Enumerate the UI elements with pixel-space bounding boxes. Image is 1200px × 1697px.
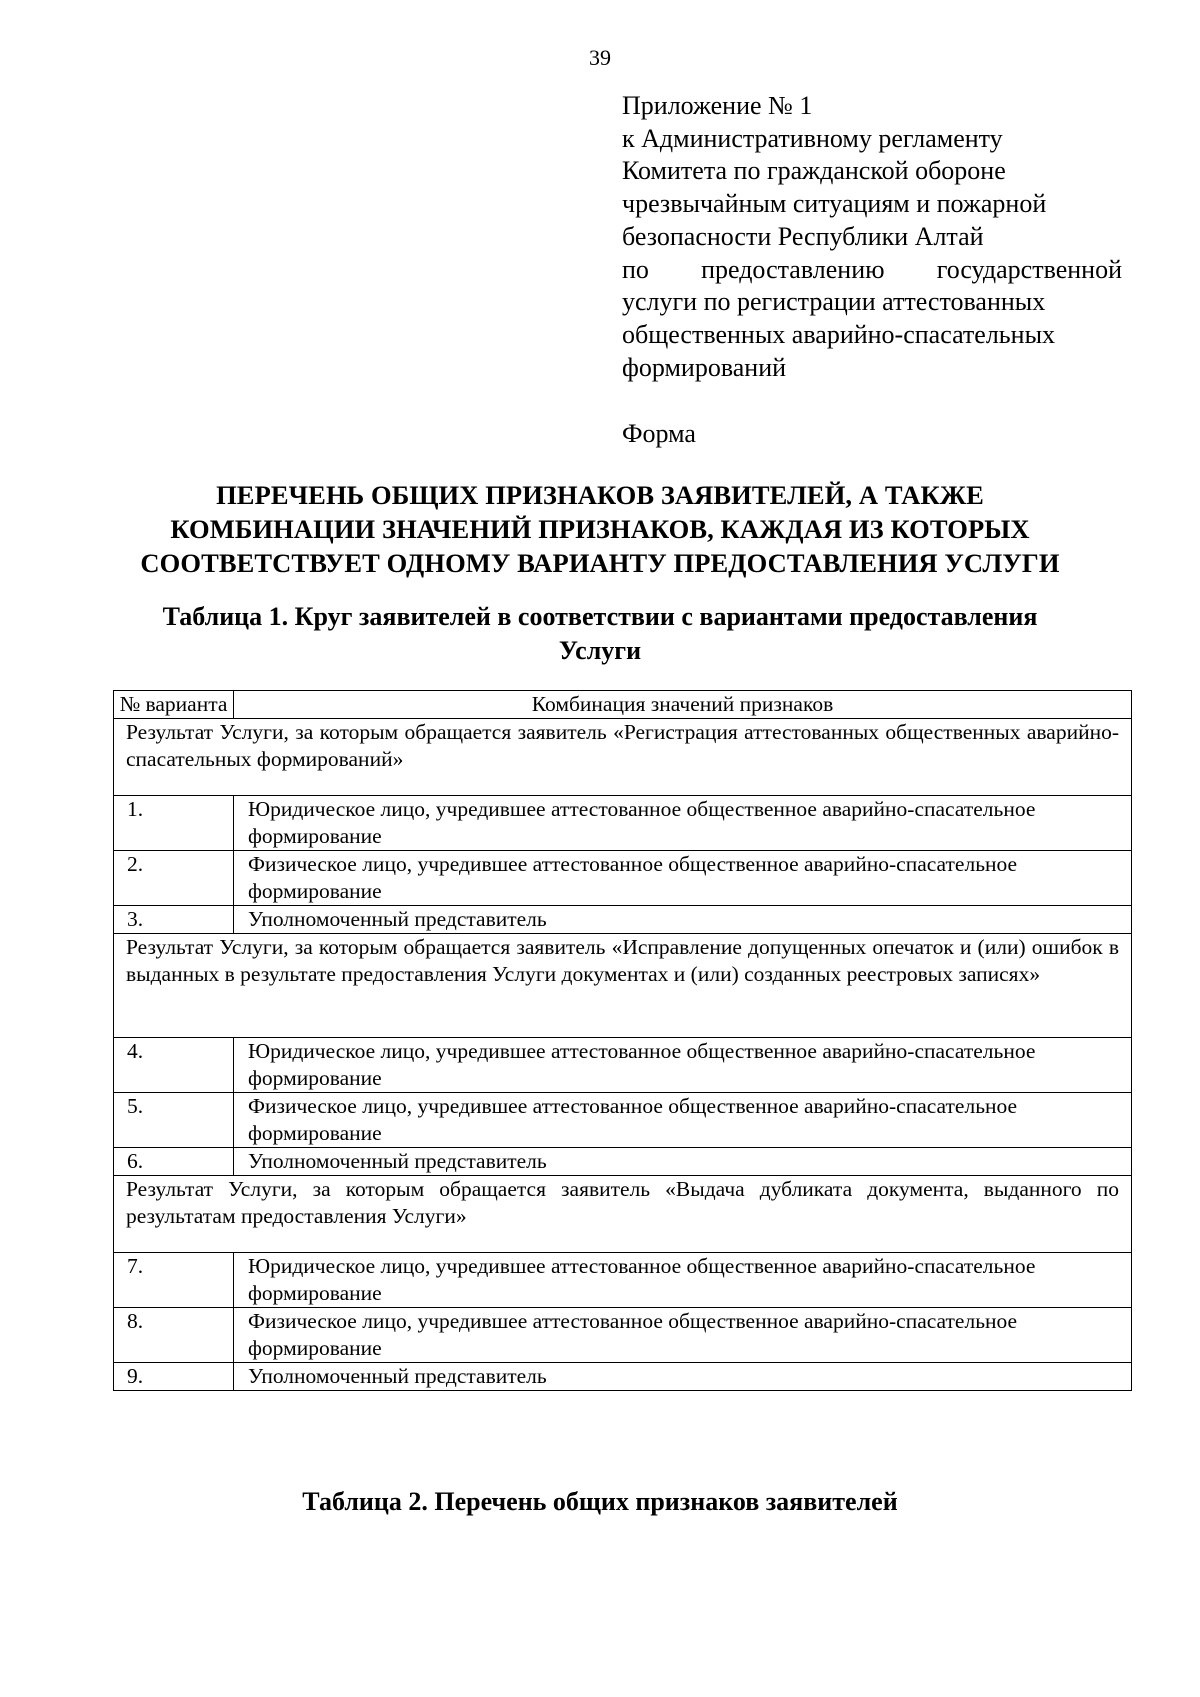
variant-number: 3. bbox=[114, 906, 234, 934]
variant-number: 4. bbox=[114, 1038, 234, 1093]
variant-description: Юридическое лицо, учредившее аттестованное общественное аварийно-спасательное формирование bbox=[234, 1038, 1132, 1093]
variant-description: Физическое лицо, учредившее аттестованное общественное аварийно-спасательное формирование bbox=[234, 1093, 1132, 1148]
table-row bbox=[114, 1363, 1132, 1391]
section-row bbox=[114, 719, 1132, 796]
appendix-line: Комитета по гражданской обороне bbox=[622, 156, 1006, 186]
variant-number: 7. bbox=[114, 1253, 234, 1308]
document-title-line: СООТВЕТСТВУЕТ ОДНОМУ ВАРИАНТУ ПРЕДОСТАВЛЕНИЯ УСЛУГИ bbox=[140, 548, 1060, 578]
document-title bbox=[60, 478, 1140, 580]
appendix-line: чрезвычайным ситуациям и пожарной bbox=[622, 189, 1047, 219]
variant-description: Уполномоченный представитель bbox=[234, 1363, 1132, 1391]
section-row bbox=[114, 1176, 1132, 1253]
table-row bbox=[114, 796, 1132, 851]
table1-title-line: Услуги bbox=[558, 636, 642, 665]
variant-description: Юридическое лицо, учредившее аттестованное общественное аварийно-спасательное формирование bbox=[234, 796, 1132, 851]
table-row bbox=[114, 1253, 1132, 1308]
variant-description: Физическое лицо, учредившее аттестованное общественное аварийно-спасательное формирование bbox=[234, 1308, 1132, 1363]
variant-number: 5. bbox=[114, 1093, 234, 1148]
table-row bbox=[114, 1093, 1132, 1148]
variant-number: 1. bbox=[114, 796, 234, 851]
appendix-line: к Административному регламенту bbox=[622, 123, 1003, 153]
variant-description: Уполномоченный представитель bbox=[234, 906, 1132, 934]
section-title bbox=[114, 1176, 1132, 1253]
table-row bbox=[114, 851, 1132, 906]
table1-title bbox=[60, 600, 1140, 668]
variant-number: 8. bbox=[114, 1308, 234, 1363]
variant-description: Уполномоченный представитель bbox=[234, 1148, 1132, 1176]
page-number: 39 bbox=[589, 45, 611, 70]
variant-number: 9. bbox=[114, 1363, 234, 1391]
document-title-line: ПЕРЕЧЕНЬ ОБЩИХ ПРИЗНАКОВ ЗАЯВИТЕЛЕЙ, А ТАКЖЕ bbox=[216, 480, 984, 510]
section-title bbox=[114, 719, 1132, 796]
variant-number: 6. bbox=[114, 1148, 234, 1176]
variant-description: Юридическое лицо, учредившее аттестованное общественное аварийно-спасательное формирование bbox=[234, 1253, 1132, 1308]
table-header-row bbox=[114, 691, 1132, 719]
table-row bbox=[114, 1308, 1132, 1363]
table2-title: Таблица 2. Перечень общих признаков заявителей bbox=[302, 1487, 898, 1516]
appendix-header bbox=[622, 90, 1122, 384]
section-text: Результат Услуги, за которым обращается заявитель «Регистрация аттестованных общественных аварийно-спасательных формирований» bbox=[126, 720, 1119, 771]
appendix-line: общественных аварийно-спасательных bbox=[622, 319, 1056, 349]
appendix-line: по предоставлению государственной bbox=[622, 254, 1122, 284]
form-label: Форма bbox=[622, 419, 696, 448]
header-combination: Комбинация значений признаков bbox=[234, 691, 1132, 719]
appendix-line: Приложение № 1 bbox=[622, 91, 813, 120]
section-text: Результат Услуги, за которым обращается заявитель «Выдача дубликата документа, выданного по результатам предоставления Услуги» bbox=[126, 1177, 1119, 1228]
variant-description: Физическое лицо, учредившее аттестованное общественное аварийно-спасательное формирование bbox=[234, 851, 1132, 906]
table-row bbox=[114, 1148, 1132, 1176]
table1-title-line: Таблица 1. Круг заявителей в соответствии с вариантами предоставления bbox=[162, 602, 1038, 631]
document-title-line: КОМБИНАЦИИ ЗНАЧЕНИЙ ПРИЗНАКОВ, КАЖДАЯ ИЗ КОТОРЫХ bbox=[170, 514, 1030, 544]
variant-number: 2. bbox=[114, 851, 234, 906]
appendix-line: безопасности Республики Алтай bbox=[622, 221, 984, 251]
variants-table bbox=[113, 690, 1132, 1391]
section-row bbox=[114, 934, 1132, 1038]
appendix-line: формирований bbox=[622, 352, 787, 382]
table-row bbox=[114, 906, 1132, 934]
appendix-line: услуги по регистрации аттестованных bbox=[622, 287, 1046, 317]
section-text: Результат Услуги, за которым обращается заявитель «Исправление допущенных опечаток и (или) ошибок в выданных в результате предоставления Услуги документах и (или) созданных реестровых записях» bbox=[126, 935, 1119, 986]
table-row bbox=[114, 1038, 1132, 1093]
header-variant-number: № варианта bbox=[114, 691, 234, 719]
section-title bbox=[114, 934, 1132, 1038]
